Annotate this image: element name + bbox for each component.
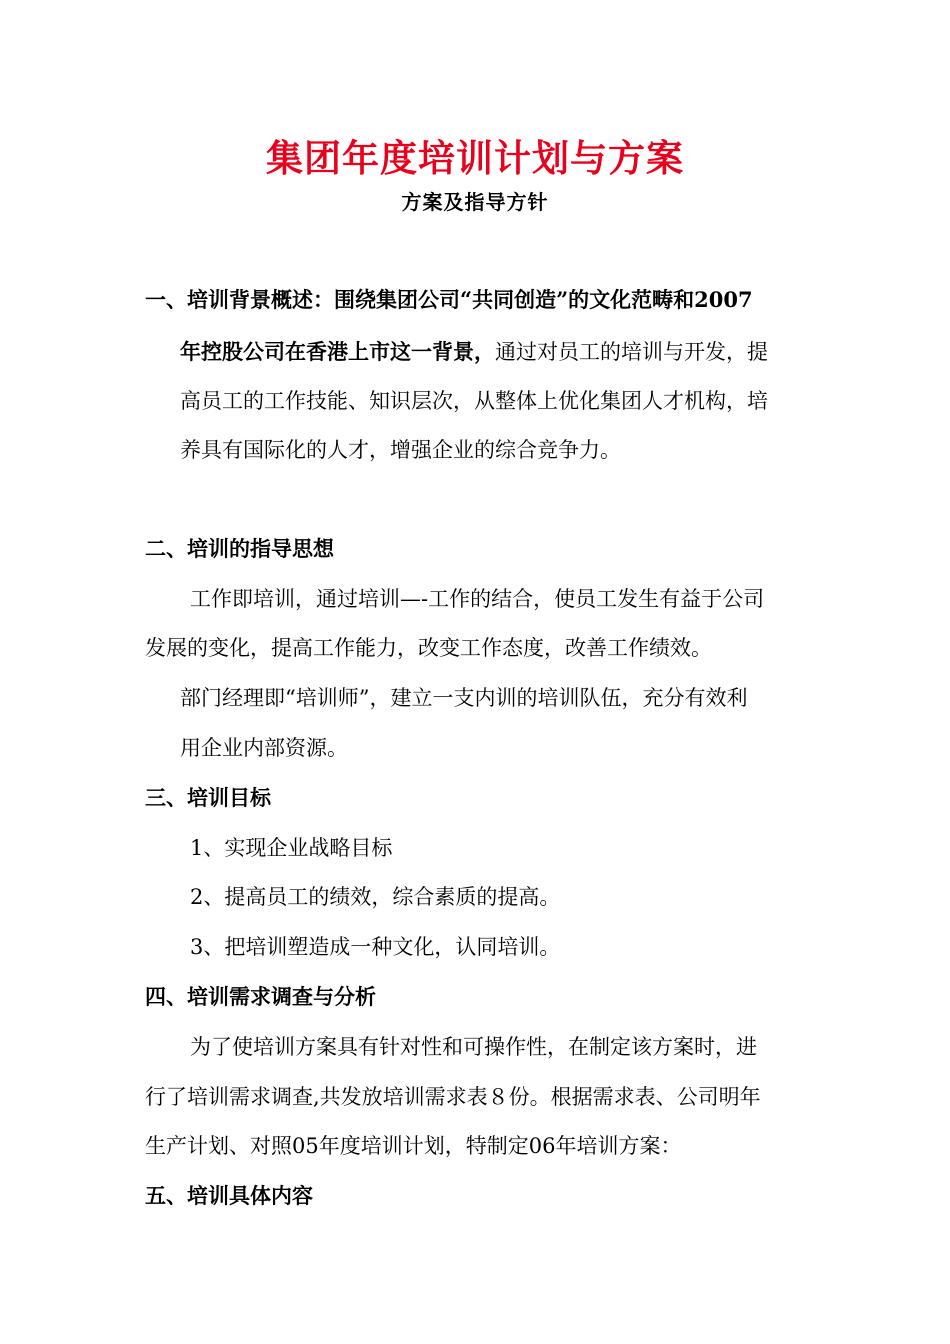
page-subtitle: 方案及指导方针 [401, 190, 549, 214]
page-title: 集团年度培训计划与方案 [266, 136, 684, 180]
section1-line3: 高员工的工作技能、知识层次，从整体上优化集团人才机构，培 [180, 389, 768, 413]
section3-item-2: 2、提高员工的绩效，综合素质的提高。 [190, 885, 561, 909]
section4-heading: 四、培训需求调查与分析 [145, 984, 376, 1009]
section1-line2-normal: 通过对员工的培训与开发，提 [495, 340, 768, 364]
section4-line2: 行了培训需求调查,共发放培训需求表８份。根据需求表、公司明年 [145, 1085, 761, 1109]
section1-heading: 一、培训背景概述：围绕集团公司“共同创造”的文化范畴和2007 [145, 287, 753, 312]
section4-line3: 生产计划、对照05年度培训计划，特制定06年培训方案： [145, 1134, 682, 1158]
section2-p1-line1: 工作即培训，通过培训—-工作的结合，使员工发生有益于公司 [190, 587, 765, 611]
section5-heading: 五、培训具体内容 [145, 1183, 313, 1208]
section4-line1: 为了使培训方案具有针对性和可操作性，在制定该方案时，进 [190, 1035, 757, 1059]
section2-p2-line2: 用企业内部资源。 [180, 736, 348, 760]
section2-p2-line1: 部门经理即“培训师”，建立一支内训的培训队伍，充分有效利 [180, 686, 748, 710]
section2-heading: 二、培训的指导思想 [145, 536, 334, 561]
section3-item-1: 1、实现企业战略目标 [190, 836, 393, 860]
section1-line2 [180, 337, 768, 367]
section1-line2-bold: 年控股公司在香港上市这一背景， [180, 339, 495, 364]
section3-item-3: 3、把培训塑造成一种文化，认同培训。 [190, 935, 561, 959]
section2-p1-line2: 发展的变化，提高工作能力，改变工作态度，改善工作绩效。 [145, 636, 712, 660]
section3-heading: 三、培训目标 [145, 785, 271, 810]
section1-line4: 养具有国际化的人才，增强企业的综合竞争力。 [180, 438, 621, 462]
